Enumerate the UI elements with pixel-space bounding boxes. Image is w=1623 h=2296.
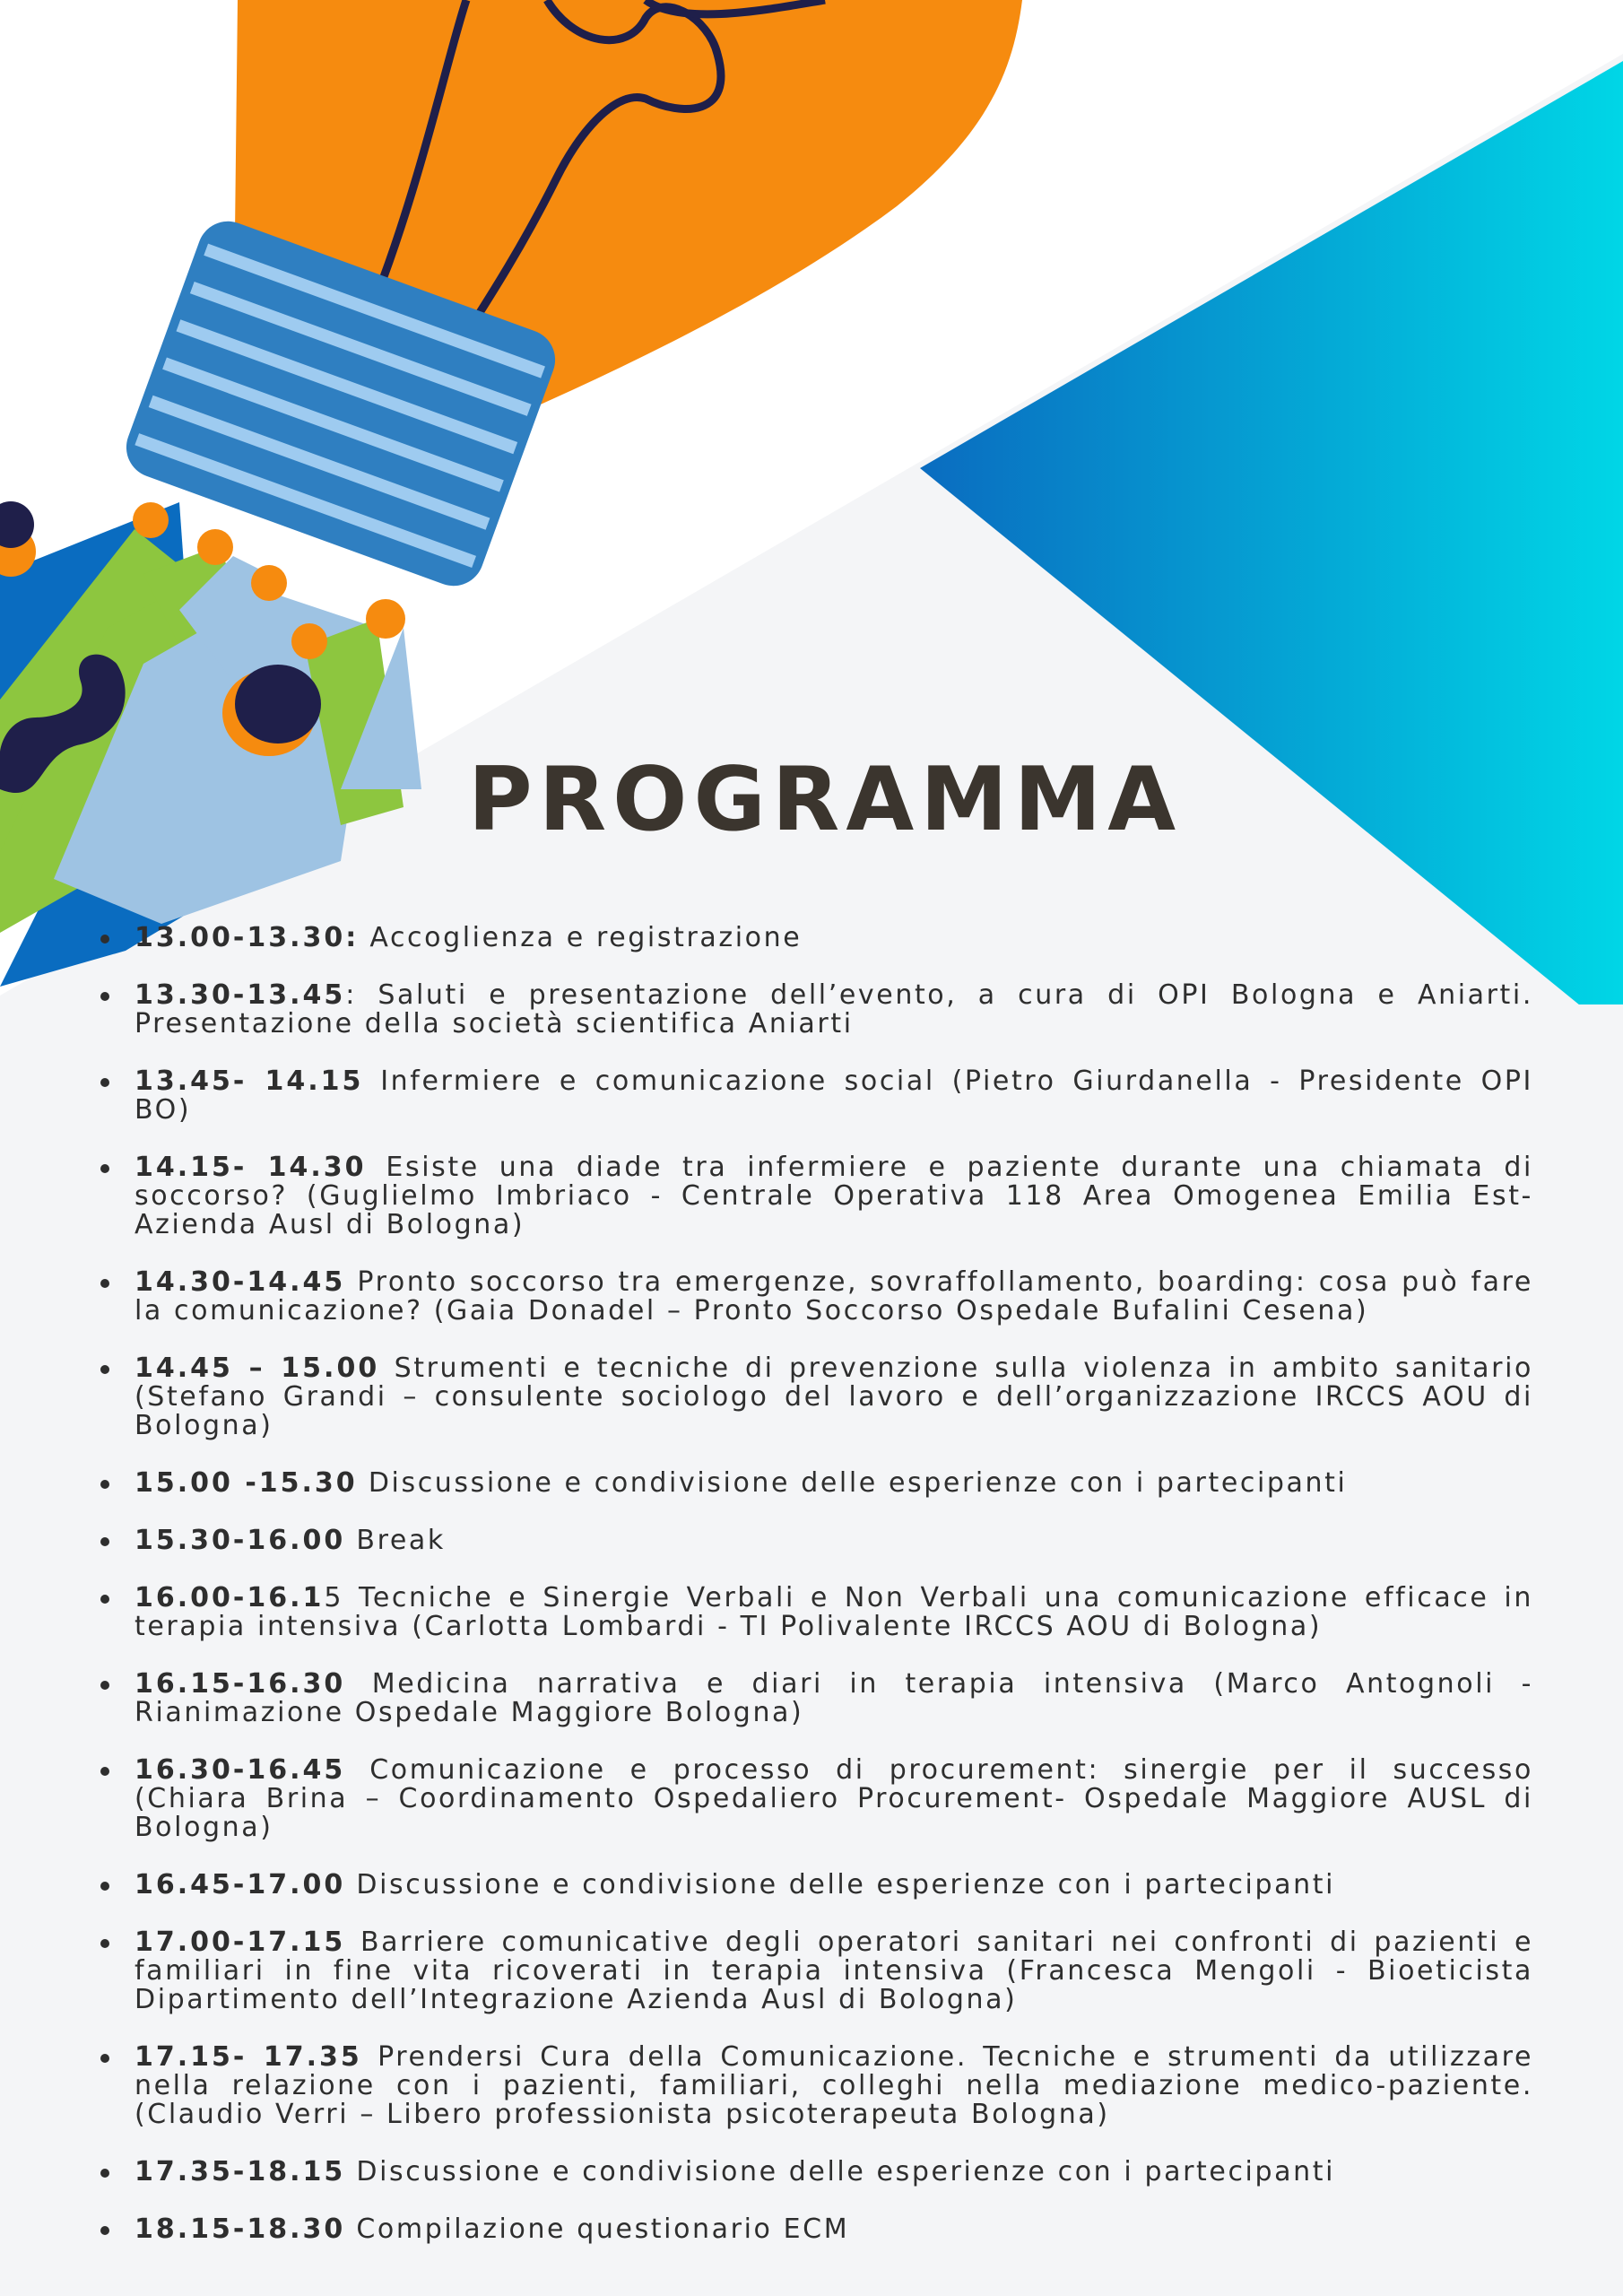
program-item [90,1526,1533,1555]
program-text: Break [345,1525,446,1556]
program-item [90,1670,1533,1727]
program-time: 16.00-16.1 [135,1582,325,1613]
program-time: 17.35-18.15 [135,2156,346,2187]
program-text: Discussione e condivisione delle esperienze con i partecipanti [345,1869,1336,1900]
program-text: Accoglienza e registrazione [359,922,803,953]
program-text: Discussione e condivisione delle esperienze con i partecipanti [357,1467,1348,1499]
program-text: Strumenti e tecniche di prevenzione sulla violenza in ambito sanitario (Stefano Grandi – consulente sociologo del lavoro e dell’organizzazione IRCCS AOU di Bologna) [135,1352,1533,1441]
page-title: PROGRAMMA [467,749,1183,851]
program-text: Prendersi Cura della Comunicazione. Tecniche e strumenti da utilizzare nella relazione con i pazienti, familiari, colleghi nella mediazione medico-paziente. (Claudio Verri – Libero professionista psicoterapeuta Bologna) [135,2041,1533,2130]
program-time: 13.45- 14.15 [135,1065,364,1097]
program-time: 13.30-13.45 [135,979,346,1011]
program-item [90,924,1533,952]
program-time: 15.00 -15.30 [135,1467,358,1499]
program-time: 13.00-13.30: [135,922,360,953]
program-item [90,1584,1533,1641]
program-time: 17.15- 17.35 [135,2041,362,2073]
program-text: 5 Tecniche e Sinergie Verbali e Non Verbali una comunicazione efficace in terapia intensiva (Carlotta Lombardi - TI Polivalente IRCCS AOU di Bologna) [135,1582,1533,1642]
program-time: 16.45-17.00 [135,1869,346,1900]
program-item [90,2043,1533,2129]
program-time: 14.45 – 15.00 [135,1352,380,1384]
program-time: 14.15- 14.30 [135,1152,367,1183]
program-time: 14.30-14.45 [135,1266,346,1298]
program-text: Comunicazione e processo di procurement: sinergie per il successo (Chiara Brina – Coordinamento Ospedaliero Procurement- Ospedale Maggiore AUSL di Bologna) [135,1754,1533,1843]
program-item [90,1756,1533,1842]
header-illustration [0,0,1623,1004]
program-item [90,1928,1533,2014]
program-text: Compilazione questionario ECM [345,2213,850,2245]
program-item [90,1268,1533,1326]
program-list [90,924,1533,2273]
program-item [90,1153,1533,1239]
program-item [90,2215,1533,2244]
program-text: : Saluti e presentazione dell’evento, a cura di OPI Bologna e Aniarti. Presentazione della società scientifica Aniarti [135,979,1533,1039]
program-text: Medicina narrativa e diari in terapia intensiva (Marco Antognoli - Rianimazione Ospedale Maggiore Bologna) [135,1668,1533,1728]
program-time: 16.15-16.30 [135,1668,346,1700]
program-time: 16.30-16.45 [135,1754,346,1786]
program-time: 17.00-17.15 [135,1926,346,1958]
program-time: 15.30-16.00 [135,1525,346,1556]
program-item [90,1354,1533,1440]
program-time: 18.15-18.30 [135,2213,346,2245]
program-item [90,1067,1533,1125]
program-item [90,981,1533,1039]
program-text: Infermiere e comunicazione social (Pietro Giurdanella - Presidente OPI BO) [135,1065,1534,1126]
program-text: Discussione e condivisione delle esperienze con i partecipanti [345,2156,1336,2187]
program-item [90,2158,1533,2187]
program-text: Esiste una diade tra infermiere e paziente durante una chiamata di soccorso? (Guglielmo Imbriaco - Centrale Operativa 118 Area Omogenea Emilia Est-Azienda Ausl di Bologna) [135,1152,1533,1240]
program-item [90,1871,1533,1900]
program-text: Pronto soccorso tra emergenze, sovraffollamento, boarding: cosa può fare la comunicazione? (Gaia Donadel – Pronto Soccorso Ospedale Bufalini Cesena) [135,1266,1533,1326]
program-text: Barriere comunicative degli operatori sanitari nei confronti di pazienti e familiari in fine vita ricoverati in terapia intensiva (Francesca Mengoli - Bioeticista Dipartimento dell’Integrazione Azienda Ausl di Bologna) [135,1926,1533,2015]
program-item [90,1469,1533,1498]
